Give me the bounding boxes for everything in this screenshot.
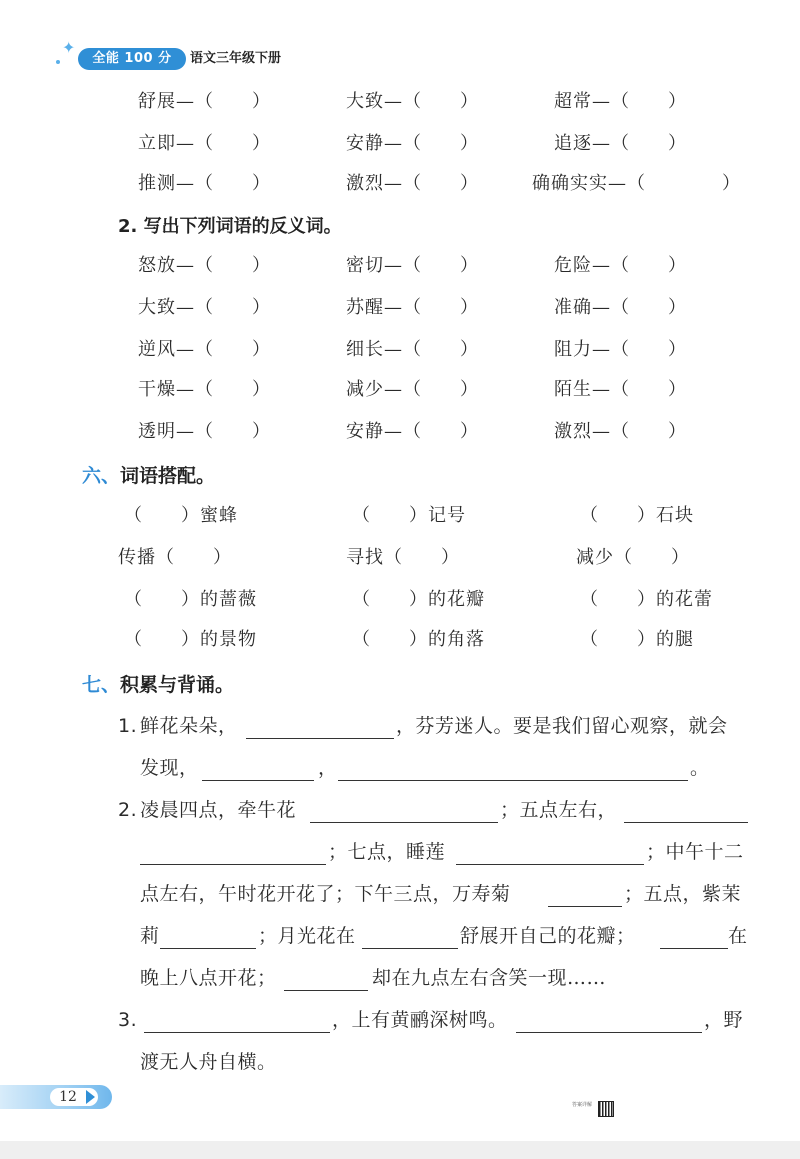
section-7-title [82,672,234,698]
answer-blank[interactable] [310,822,498,823]
antonym-item: 陌生—（ ） [554,379,687,400]
collocation-item: （ ）的花蕾 [580,589,713,610]
synonym-item: 安静—（ ） [346,133,479,154]
synonym-item: 立即—（ ） [138,133,271,154]
q2-text-e: 点左右，午时花开花了；下午三点，万寿菊 [140,883,511,905]
section-6-label: 词语搭配。 [120,465,216,487]
collocation-item: （ ）的花瓣 [352,589,485,610]
synonym-item: 超常—（ ） [554,91,687,112]
q2-text-c: ；七点，睡莲 [328,841,446,863]
q1-text-d: ， [318,757,338,779]
q2-text-a: 凌晨四点，牵牛花 [140,799,297,821]
answer-blank[interactable] [362,948,458,949]
antonym-item: 怒放—（ ） [138,255,271,276]
q1-text-a: 鲜花朵朵， [140,715,238,737]
collocation-item: 传播（ ） [118,547,232,568]
answer-blank[interactable] [246,738,394,739]
antonym-item: 危险—（ ） [554,255,687,276]
q1-text-e: 。 [690,757,710,779]
q1-text-c: 发现， [140,757,199,779]
section-7-label: 积累与背诵。 [120,674,235,696]
answer-blank[interactable] [624,822,748,823]
q2-text-j: 在 [728,925,748,947]
answer-blank[interactable] [338,780,688,781]
q2-text-g: 莉 [140,925,160,947]
antonym-item: 大致—（ ） [138,297,271,318]
star-icon: ✦ [62,38,76,57]
synonym-item: 大致—（ ） [346,91,479,112]
q2-number: 2. [118,799,138,821]
synonym-item: 追逐—（ ） [554,133,687,154]
q1-number: 1. [118,715,138,737]
header-decor-dot [56,60,60,64]
section-7-number: 七、 [82,674,121,696]
antonym-item: 阻力—（ ） [554,339,687,360]
answer-blank[interactable] [548,906,622,907]
antonym-question-title: 2. 写出下列词语的反义词。 [118,216,342,237]
header-badge-text: 全能 100 分 [92,51,172,66]
answer-blank[interactable] [160,948,256,949]
page-arrow-icon [86,1090,95,1104]
collocation-item: （ ）的腿 [580,629,694,650]
collocation-item: （ ）记号 [352,505,466,526]
antonym-item: 透明—（ ） [138,421,271,442]
q2-text-l: 却在九点左右含笑一现…… [372,967,607,989]
answer-blank[interactable] [140,864,326,865]
antonym-item: 苏醒—（ ） [346,297,479,318]
collocation-item: （ ）的景物 [124,629,257,650]
antonym-item: 密切—（ ） [346,255,479,276]
q2-text-h: ；月光花在 [258,925,356,947]
section-6-number: 六、 [82,465,121,487]
antonym-item: 安静—（ ） [346,421,479,442]
collocation-item: （ ）的角落 [352,629,485,650]
collocation-item: （ ）蜜蜂 [124,505,238,526]
header-subtitle: 语文三年级下册 [190,51,282,66]
answer-blank[interactable] [456,864,644,865]
synonym-item: 确确实实—（ ） [532,173,741,194]
q1-text-b: ，芬芳迷人。要是我们留心观察，就会 [396,715,728,737]
answer-blank[interactable] [284,990,368,991]
q2-text-k: 晚上八点开花； [140,967,277,989]
collocation-item: 寻找（ ） [346,547,460,568]
synonym-item: 舒展—（ ） [138,91,271,112]
q2-text-d: ；中午十二 [646,841,744,863]
antonym-item: 干燥—（ ） [138,379,271,400]
synonym-item: 推测—（ ） [138,173,271,194]
header-badge [78,48,186,70]
collocation-item: 减少（ ） [576,547,690,568]
answer-blank[interactable] [516,1032,702,1033]
antonym-item: 逆风—（ ） [138,339,271,360]
answer-blank[interactable] [660,948,728,949]
synonym-item: 激烈—（ ） [346,173,479,194]
antonym-item: 激烈—（ ） [554,421,687,442]
q3-text-c: 渡无人舟自横。 [140,1051,277,1073]
q3-text-b: ，野 [704,1009,744,1031]
antonym-item: 减少—（ ） [346,379,479,400]
answer-blank[interactable] [144,1032,330,1033]
collocation-item: （ ）石块 [580,505,694,526]
answer-blank[interactable] [202,780,314,781]
collocation-item: （ ）的蔷薇 [124,589,257,610]
scan-bottom-edge [0,1141,800,1159]
page-number: 12 [59,1089,77,1105]
antonym-item: 细长—（ ） [346,339,479,360]
q2-text-b: ；五点左右， [500,799,618,821]
qr-caption: 答案详解 [572,1102,593,1108]
q2-text-i: 舒展开自己的花瓣； [460,925,636,947]
q2-text-f: ；五点，紫茉 [624,883,742,905]
section-6-title [82,463,215,489]
antonym-item: 准确—（ ） [554,297,687,318]
q3-text-a: ，上有黄鹂深树鸣。 [332,1009,508,1031]
qr-code-icon [598,1101,614,1117]
q3-number: 3. [118,1009,138,1031]
